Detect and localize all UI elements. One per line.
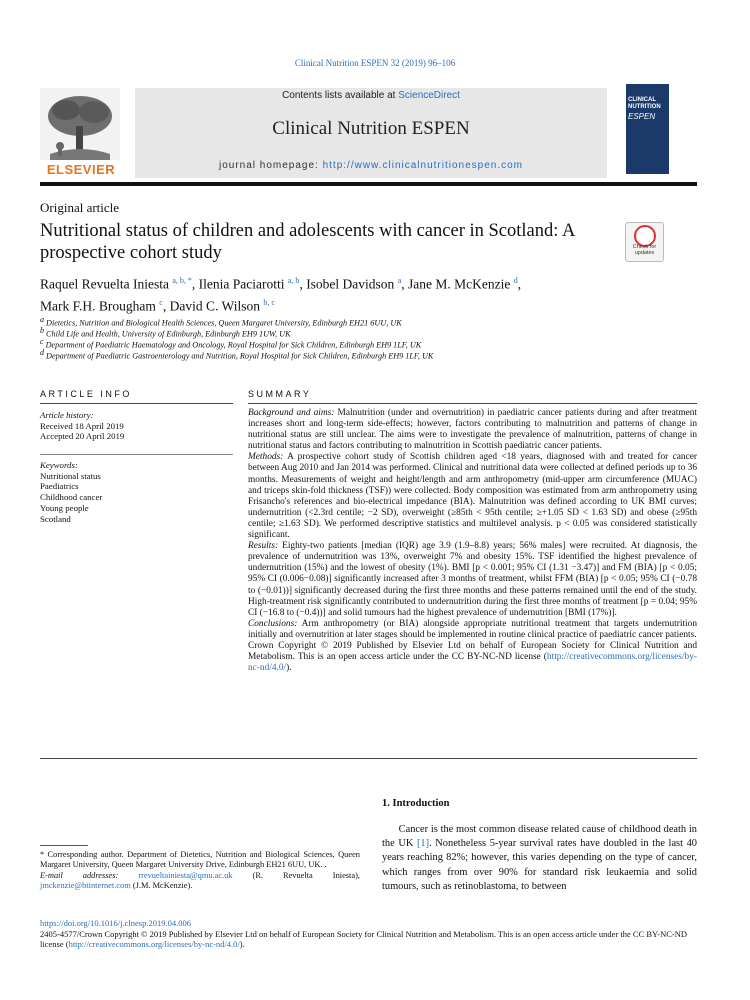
affiliation-sup: b	[40, 326, 44, 335]
results-text: Eighty-two patients [median (IQR) age 3.9 (1.9–8.8) years; 56% males] were recruited. At diagnosis, the prevalence of undernutrition was 13%, overweight 7% and obesity 15%. TSF identified the highest prevalence of undernutrition (15%) and the lowest of obesity (1%). BMI [p < 0.001; 95% CI (1.31 −3.47)] and FM (BIA) [p < 0.05; 95% CI (0.006−0.08)] significantly increased after 3 months of treatment, whilst FFM (BIA) [p < 0.05; 95% CI (−0.78 to (−0.01))] significantly decreased during the first three months and these patterns remained until the end of the study. High-treatment risk significantly contributed to undernutrition during the first three months of treatment [p = 0.04; 95% CI (−16.8 to (−0.4))] and solid tumours had the highest prevalence of undernutrition [BMI (17%)].	[248, 541, 697, 618]
abstract-bottom-rule	[40, 758, 697, 759]
affiliation-sup: c	[40, 337, 44, 346]
footnote-rule	[40, 845, 88, 846]
author-sup[interactable]: d	[513, 276, 518, 285]
cover-title	[628, 97, 670, 111]
author-sup[interactable]: a	[397, 276, 402, 285]
keyword: Paediatrics	[40, 481, 79, 492]
homepage-link[interactable]: http://www.clinicalnutritionespen.com	[322, 160, 524, 171]
received-date: Received 18 April 2019	[40, 420, 124, 431]
license-link[interactable]: http://creativecommons.org/licenses/by-nc-nd/4.0/	[248, 652, 697, 674]
abstract-conclusions	[248, 619, 697, 641]
email-link[interactable]: jmckenzie@btinternet.com	[40, 880, 131, 890]
elsevier-wordmark: ELSEVIER	[46, 162, 116, 177]
article-history	[40, 410, 124, 442]
email-owner: (R. Revuelta Iniesta),	[232, 870, 360, 880]
author-name[interactable]: Isobel Davidson	[306, 276, 395, 292]
contents-prefix: Contents lists available at	[282, 90, 399, 101]
keyword: Scotland	[40, 513, 71, 524]
doi-link[interactable]: https://doi.org/10.1016/j.clnesp.2019.04.006	[40, 918, 191, 928]
accepted-date: Accepted 20 April 2019	[40, 431, 125, 442]
journal-title: Clinical Nutrition ESPEN	[272, 118, 470, 139]
abstract-background	[248, 408, 697, 452]
author-sup[interactable]: b, c	[263, 297, 275, 307]
reference-link[interactable]: [1]	[416, 838, 430, 850]
copyright-text: Crown Copyright © 2019 Published by Elsevier Ltd on behalf of European Society for Clinical Nutrition and Metabolism. This is an open access article under the CC BY-NC-ND license (	[248, 640, 697, 663]
abstract-text	[248, 408, 697, 674]
affiliation-sup: d	[40, 348, 44, 357]
intro-text-a: Cancer is the most common disease related cause of childhood death in the UK	[382, 824, 697, 850]
email-link[interactable]: rrevueltainiesta@qmu.ac.uk	[138, 870, 233, 880]
article-type: Original article	[40, 200, 120, 215]
abstract-results	[248, 541, 697, 619]
email-owner: (J.M. McKenzie).	[130, 880, 193, 890]
introduction-paragraph	[382, 823, 697, 894]
author-sup[interactable]: c	[159, 297, 163, 307]
results-label: Results:	[248, 541, 279, 552]
affiliation-text: Dietetics, Nutrition and Biological Health Sciences, Queen Margaret University, Edinburgh EH21 6UU, UK	[46, 318, 402, 328]
summary-rule	[248, 403, 697, 404]
author-name[interactable]: David C. Wilson	[169, 298, 260, 313]
keyword: Young people	[40, 502, 89, 513]
corresponding-author-footnote	[40, 850, 360, 891]
affiliation-text: Child Life and Health, University of Edinburgh, Edinburgh EH9 1UW, UK	[46, 329, 291, 339]
contents-line	[135, 90, 607, 101]
affiliation-sup: a	[40, 315, 44, 324]
author-list: Raquel Revuelta Iniesta $^{a, b, *}$, Ilenia Paciarotti $^{a, b}$, Isobel Davidson $^a$, Jane M. McKenzie $^d$, Mark F.H. Brougham $^c$, David C. Wilson $^{b, c}$	[40, 276, 522, 313]
keywords-label: Keywords:	[40, 460, 78, 470]
conclusions-label: Conclusions:	[248, 618, 298, 629]
cover-line2: NUTRITION	[628, 104, 661, 110]
article-info-heading: ARTICLE INFO	[40, 389, 132, 399]
header-rule	[40, 182, 697, 186]
journal-citation[interactable]: Clinical Nutrition ESPEN 32 (2019) 96–106	[294, 58, 456, 68]
page-bottom	[40, 918, 700, 950]
affiliation	[40, 348, 700, 361]
methods-text: A prospective cohort study of Scottish children aged <18 years, diagnosed with and treated for cancer between Aug 2010 and Jan 2014 was performed. Clinical and nutritional data were collected at defined periods up to 36 months. Measurements of weight and height/length and arm anthropometry (mid-upper arm circumference (MUAC) and triceps skin-fold thickness (TSF)) were collected. Body composition was estimated from arm anthropometry using Frisancho's references and bio-electrical impedance (BIA). Malnutrition was defined according to UK BMI curves; undernutrition (<2.3rd centile; −2 SD), overweight (≥85th < 95th centile; ≥+1.05 SD < 1.63 SD) and obese (≥95th centile; ≥1.63 SD). We performed descriptive statistics and multilevel analysis. p < 0.05 was considered statistically significant.	[248, 452, 697, 541]
affiliation-text: Department of Paediatric Gastroenterology and Nutrition, Royal Hospital for Sick Children, Edinburgh EH9 1LF, UK	[46, 351, 434, 361]
abstract-methods	[248, 452, 697, 541]
corresponding-text: * Corresponding author. Department of Dietetics, Nutrition and Biological Sciences, Queen Margaret University, Queen Margaret University Drive, Edinburgh EH21 6UU, UK. .	[40, 850, 360, 870]
email-label: E-mail addresses:	[40, 870, 139, 880]
check-updates-label: Check for updates	[632, 244, 657, 256]
author-name[interactable]: Raquel Revuelta Iniesta	[40, 276, 169, 292]
author-name[interactable]: Mark F.H. Brougham	[40, 298, 156, 313]
conclusions-text: Arm anthropometry (or BIA) alongside appropriate nutritional treatment that targets undernutrition initially and overnutrition at later stages should be implemented in routine clinical practice of paediatric cancer patients.	[248, 618, 697, 640]
affiliation-text: Department of Paediatric Haematology and Oncology, Royal Hospital for Sick Children, Edinburgh EH9 1LF, UK	[45, 340, 422, 350]
cover-line1: CLINICAL	[628, 97, 656, 103]
author-name[interactable]: Ilenia Paciarotti	[198, 276, 285, 292]
bottom-license-link[interactable]: http://creativecommons.org/licenses/by-nc-nd/4.0/	[68, 939, 240, 949]
bottom-copyright-end: ).	[239, 939, 245, 949]
journal-homepage	[135, 160, 607, 171]
article-title: Nutritional status of children and adolescents with cancer in Scotland: A prospective cohort study	[40, 221, 575, 263]
history-label: Article history:	[40, 410, 94, 420]
methods-label: Methods:	[248, 452, 284, 463]
summary-heading: SUMMARY	[248, 389, 312, 399]
homepage-prefix: journal homepage:	[218, 160, 323, 171]
abstract-copyright	[248, 641, 697, 674]
keyword: Nutritional status	[40, 470, 101, 481]
info-divider	[40, 454, 233, 455]
cover-subtitle: ESPEN	[628, 112, 656, 121]
author-name[interactable]: Jane M. McKenzie	[408, 276, 511, 292]
sciencedirect-link[interactable]: ScienceDirect	[398, 90, 460, 101]
copyright-end: ).	[286, 663, 292, 674]
background-text: Malnutrition (under and overnutrition) in paediatric cancer patients during and after treatment increases short and long-term side-effects; however, factors contributing to malnutrition and patterns of change in nutritional status are still unclear. The aims were to investigate the prevalence of malnutrition, patterns of change in nutritional status and factors contributing to malnutrition in Scottish paediatric cancer patients.	[248, 408, 697, 452]
section-heading-introduction: 1. Introduction	[382, 798, 450, 809]
background-label: Background and aims:	[248, 408, 335, 418]
intro-text-b: . Nonetheless 5-year survival rates have doubled in the last 40 years reaching 82%; however, this varies depending on the type of cancer, which ranges from over 90% for standard risk leukaemia and solid tumours, such as retinoblastoma, to between	[382, 838, 697, 892]
author-sup[interactable]: a, b	[287, 276, 300, 285]
keyword: Childhood cancer	[40, 492, 103, 503]
bottom-copyright: 2405-4577/Crown Copyright © 2019 Published by Elsevier Ltd on behalf of European Society for Clinical Nutrition and Metabolism. This is an open access article under the CC BY-NC-ND license (	[40, 928, 687, 949]
keywords	[40, 460, 102, 524]
info-rule	[40, 403, 233, 404]
author-sup[interactable]: a, b, *	[172, 276, 192, 285]
